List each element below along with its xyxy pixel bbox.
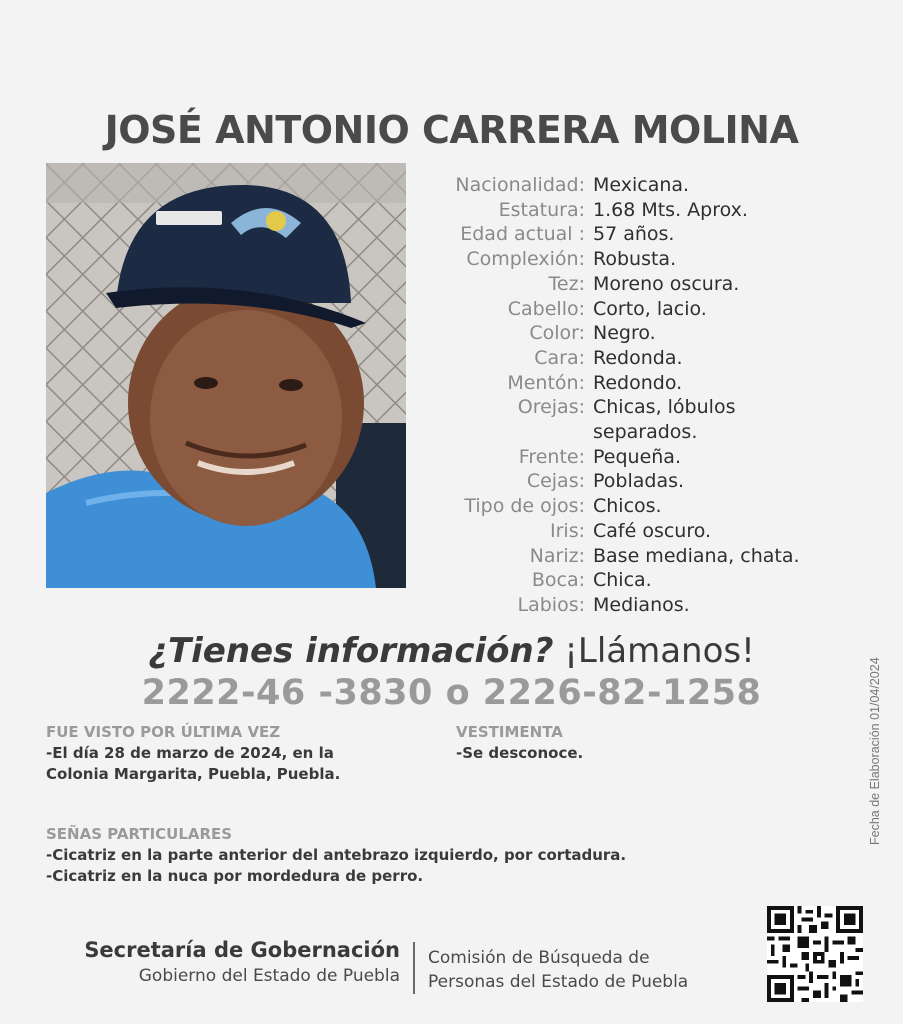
feature-value: Redondo.: [593, 371, 683, 394]
person-photo: [46, 163, 406, 588]
feature-label: Tipo de ojos:: [464, 495, 585, 518]
feature-value: Base mediana, chata.: [593, 544, 800, 567]
feature-row-boca: [405, 568, 875, 593]
comision-line1: Comisión de Búsqueda de: [428, 948, 650, 968]
feature-label: Nacionalidad:: [455, 174, 585, 196]
call-to-action: [0, 631, 903, 671]
marks-line2: -Cicatriz en la nuca por mordedura de perro.: [46, 867, 424, 885]
feature-row-cejas: [405, 469, 875, 494]
feature-label: Tez:: [548, 272, 585, 295]
person-photo-illustration: [46, 163, 406, 588]
clothing-section: [456, 723, 816, 764]
contact-phones: 2222-46 -3830 o 2226-82-1258: [141, 673, 762, 713]
feature-row-menton: [405, 371, 875, 396]
feature-label: Nariz:: [529, 544, 585, 567]
secretaria-name: Secretaría de Gobernación: [84, 938, 400, 962]
feature-label: Cabello:: [507, 297, 585, 320]
marks-title: SEÑAS PARTICULARES: [46, 825, 233, 843]
feature-label: Labios:: [517, 593, 585, 616]
feature-label: Cejas:: [526, 470, 585, 493]
feature-value: Café oscuro.: [593, 519, 712, 542]
feature-label: Boca:: [531, 569, 585, 592]
clothing-title: VESTIMENTA: [456, 723, 563, 741]
feature-row-tipo-ojos: [405, 494, 875, 519]
person-name: JOSÉ ANTONIO CARRERA MOLINA: [104, 108, 799, 152]
feature-row-estatura: [405, 198, 875, 223]
footer-divider: [413, 942, 415, 994]
feature-value: Mexicana.: [593, 174, 690, 196]
feature-row-complexion: [405, 247, 875, 272]
feature-value: Moreno oscura.: [593, 272, 740, 295]
comision-line2: Personas del Estado de Puebla: [428, 972, 689, 992]
feature-value: Robusta.: [593, 248, 677, 271]
feature-label: Complexión:: [466, 248, 585, 271]
cta-question: ¿Tienes información?: [148, 631, 554, 671]
feature-row-tez: [405, 272, 875, 297]
feature-value-line1: Chicas, lóbulos: [593, 396, 736, 419]
feature-value: Chica.: [593, 569, 652, 592]
qr-code-icon[interactable]: [767, 906, 863, 1002]
feature-value: Redonda.: [593, 346, 683, 369]
feature-value: Chicos.: [593, 495, 662, 518]
footer-comision: [428, 946, 748, 994]
feature-row-nariz: [405, 544, 875, 569]
physical-features-table: [405, 173, 875, 618]
feature-label: Orejas:: [517, 396, 585, 419]
feature-value-line2: separados.: [593, 421, 698, 444]
feature-value: Negro.: [593, 322, 656, 345]
feature-label: Estatura:: [498, 198, 585, 221]
last-seen-line1: -El día 28 de marzo de 2024, en la: [46, 744, 334, 762]
feature-row-frente: [405, 445, 875, 470]
last-seen-title: FUE VISTO POR ÚLTIMA VEZ: [46, 723, 281, 741]
feature-label: Iris:: [550, 519, 585, 542]
feature-row-edad: [405, 222, 875, 247]
feature-value: Pobladas.: [593, 470, 685, 493]
clothing-line1: -Se desconoce.: [456, 744, 584, 762]
last-seen-section: [46, 723, 426, 785]
footer-secretaria: [30, 938, 400, 986]
feature-row-iris: [405, 519, 875, 544]
feature-row-cabello: [405, 297, 875, 322]
feature-value: [585, 395, 875, 444]
feature-value: Pequeña.: [593, 445, 681, 468]
last-seen-line2: Colonia Margarita, Puebla, Puebla.: [46, 765, 341, 783]
distinguishing-marks-section: [46, 825, 806, 887]
feature-value: Medianos.: [593, 593, 690, 616]
feature-value: Corto, lacio.: [593, 297, 707, 320]
marks-line1: -Cicatriz en la parte anterior del antebrazo izquierdo, por cortadura.: [46, 846, 627, 864]
elaboration-date: Fecha de Elaboración 01/04/2024: [868, 657, 882, 845]
feature-value: 1.68 Mts. Aprox.: [593, 198, 748, 221]
feature-label: Color:: [529, 322, 585, 345]
feature-label: Frente:: [518, 445, 585, 468]
cta-call: ¡Llámanos!: [564, 631, 755, 671]
feature-label: Mentón:: [507, 371, 585, 394]
feature-row-labios: [405, 593, 875, 618]
feature-row-nacionalidad: [405, 173, 875, 198]
feature-value: 57 años.: [593, 223, 675, 246]
feature-row-color: [405, 321, 875, 346]
feature-row-cara: [405, 346, 875, 371]
feature-row-orejas: [405, 395, 875, 444]
feature-label: Cara:: [534, 346, 585, 369]
feature-label: Edad actual :: [460, 223, 585, 246]
gobierno-name: Gobierno del Estado de Puebla: [138, 966, 400, 986]
